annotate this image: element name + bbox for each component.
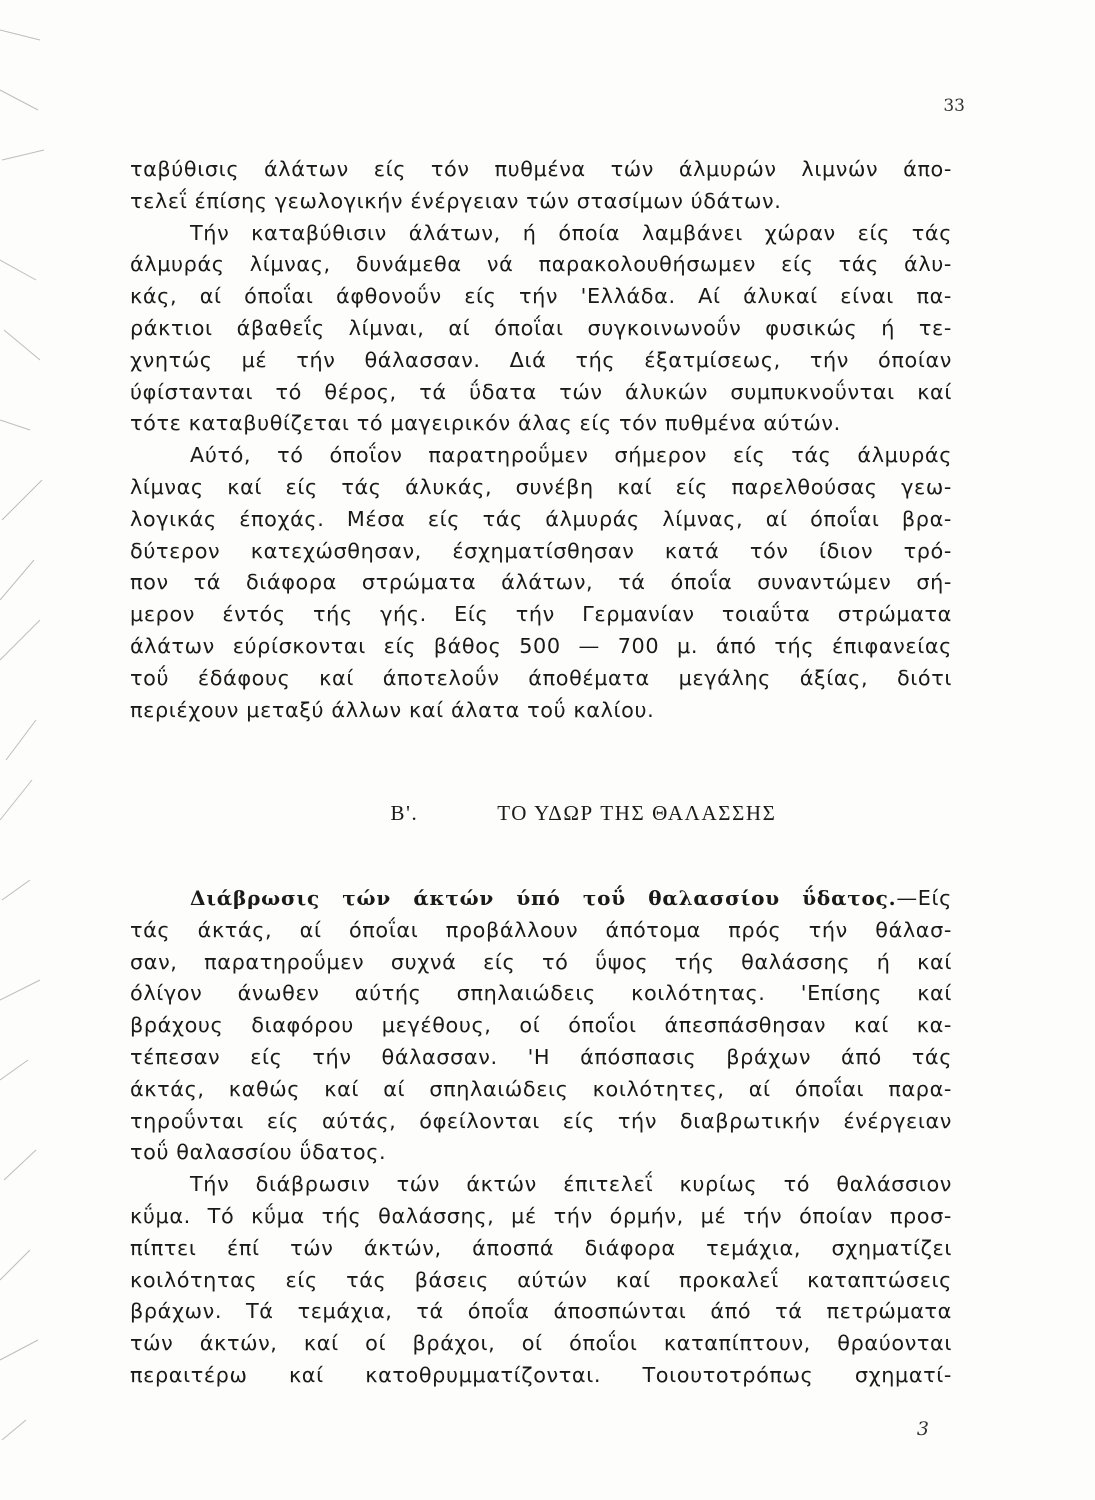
- page-number: 33: [943, 96, 965, 116]
- text-line: ύφίστανται τό θέρος, τά ΰδατα τών άλυκών συμπυκνοΰνται καί: [130, 379, 952, 404]
- text-line: λογικάς έποχάς. Μέσα είς τάς άλμυράς λίμνας, αί όποΐαι βρα-: [130, 506, 952, 531]
- text-line: περιέχουν μεταξύ άλλων καί άλατα τοΰ καλίου.: [130, 697, 655, 722]
- text-line: άκτάς, καθώς καί αί σπηλαιώδεις κοιλότητες, αί όποΐαι παρα-: [130, 1076, 952, 1101]
- text-line: τηροΰνται είς αύτάς, όφείλονται είς τήν διαβρωτικήν ένέργειαν: [130, 1108, 952, 1133]
- text-line: κΰμα. Τό κΰμα τής θαλάσσης, μέ τήν όρμήν, μέ τήν όποίαν προσ-: [130, 1203, 952, 1228]
- text-line: τοΰ θαλασσίου ΰδατος.: [130, 1140, 387, 1165]
- printer-signature-mark: 3: [916, 1418, 929, 1440]
- text-line: πίπτει έπί τών άκτών, άποσπά διάφορα τεμάχια, σχηματίζει: [130, 1235, 952, 1260]
- text-line: κοιλότητας είς τάς βάσεις αύτών καί προκαλεΐ καταπτώσεις: [130, 1267, 952, 1292]
- text-line: πον τά διάφορα στρώματα άλάτων, τά όποΐα συναντώμεν σή-: [130, 570, 952, 595]
- text-line: βράχων. Τά τεμάχια, τά όποΐα άποσπώνται άπό τά πετρώματα: [130, 1299, 952, 1324]
- text-line: τάς άκτάς, αί όποΐαι προβάλλουν άπότομα πρός τήν θάλασ-: [130, 917, 952, 942]
- subsection-heading: Διάβρωσις τών άκτών ύπό τοΰ θαλασσίου ΰδατος.: [190, 886, 897, 910]
- text-line: σαν, παρατηροΰμεν συχνά είς τό ΰψος τής θαλάσσης ή καί: [130, 949, 952, 974]
- text-line: λίμνας καί είς τάς άλυκάς, συνέβη καί είς παρελθούσας γεω-: [130, 474, 952, 499]
- text-line: ράκτιοι άβαθεΐς λίμναι, αί όποΐαι συγκοινωνοΰν φυσικώς ή τε-: [130, 315, 952, 340]
- text-line: περαιτέρω καί κατοθρυμματίζονται. Τοιουτοτρόπως σχηματί-: [130, 1362, 952, 1387]
- text-line: άλμυράς λίμνας, δυνάμεθα νά παρακολουθήσωμεν είς τάς άλυ-: [130, 252, 952, 277]
- text-line: όλίγον άνωθεν αύτής σπηλαιώδεις κοιλότητας. 'Επίσης καί: [130, 981, 952, 1006]
- text-line: τότε καταβυθίζεται τό μαγειρικόν άλας είς τόν πυθμένα αύτών.: [130, 411, 841, 436]
- text-line: μερον έντός τής γής. Είς τήν Γερμανίαν τοιαΰτα στρώματα: [130, 602, 952, 627]
- page-edge-scan-marks: [0, 0, 46, 1500]
- text-line: κάς, αί όποΐαι άφθονοΰν είς τήν 'Ελλάδα. Αί άλυκαί είναι πα-: [130, 284, 952, 309]
- text-line: Τήν καταβύθισιν άλάτων, ή όποία λαμβάνει χώραν είς τάς: [190, 220, 952, 245]
- text-line: άλάτων εύρίσκονται είς βάθος 500 — 700 μ. άπό τής έπιφανείας: [130, 633, 952, 658]
- text-line: Αύτό, τό όποΐον παρατηροΰμεν σήμερον είς τάς άλμυράς: [190, 443, 952, 468]
- text-line: τών άκτών, καί οί βράχοι, οί όποΐοι καταπίπτουν, θραύονται: [130, 1331, 952, 1356]
- heading-continuation: —Είς: [896, 886, 952, 910]
- text-line: δύτερον κατεχώσθησαν, έσχηματίσθησαν κατά τόν ίδιον τρό-: [130, 538, 952, 563]
- text-line: χνητώς μέ τήν θάλασσαν. Διά τής έξατμίσεως, τήν όποίαν: [130, 347, 952, 372]
- text-line: [130, 883, 952, 915]
- paragraphs-salt-deposits: [130, 154, 952, 726]
- text-line: τελεΐ έπίσης γεωλογικήν ένέργειαν τών στασίμων ύδάτων.: [130, 188, 782, 213]
- section-title-text: ΤΟ ΥΔΩΡ ΤΗΣ ΘΑΛΑΣΣΗΣ: [497, 801, 777, 825]
- section-heading: [0, 801, 1095, 826]
- text-line: Τήν διάβρωσιν τών άκτών έπιτελεΐ κυρίως τό θαλάσσιον: [190, 1172, 952, 1197]
- text-line: τέπεσαν είς τήν θάλασσαν. 'Η άπόσπασις βράχων άπό τάς: [130, 1044, 952, 1069]
- section-label: Β'.: [390, 801, 419, 825]
- text-line: ταβύθισις άλάτων είς τόν πυθμένα τών άλμυρών λιμνών άπο-: [130, 157, 952, 181]
- paragraphs-coastal-erosion: [130, 883, 952, 1392]
- text-line: βράχους διαφόρου μεγέθους, οί όποΐοι άπεσπάσθησαν καί κα-: [130, 1013, 952, 1038]
- text-line: τοΰ έδάφους καί άποτελοΰν άποθέματα μεγάλης άξίας, διότι: [130, 665, 952, 690]
